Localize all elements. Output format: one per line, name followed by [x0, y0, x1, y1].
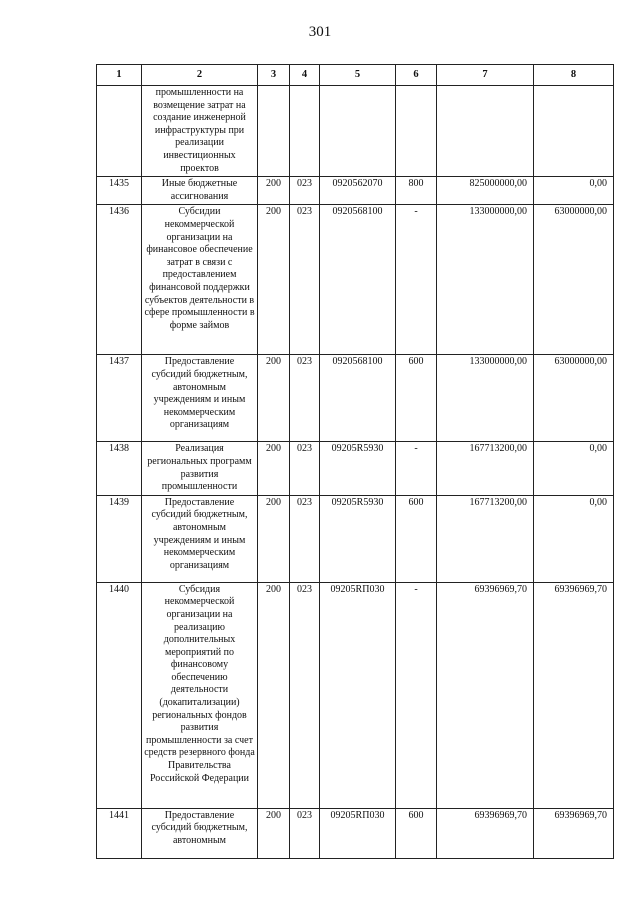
cell-expense-type: -: [396, 442, 437, 495]
cell-target-code: 09205R5930: [320, 495, 396, 582]
column-header: 1: [97, 65, 142, 86]
cell-section: 200: [258, 808, 290, 858]
row-number: 1438: [97, 442, 142, 495]
table-row: [97, 177, 614, 205]
cell-subsection: 023: [290, 582, 320, 808]
cell-section: [258, 86, 290, 177]
cell-amount-2: 69396969,70: [534, 808, 614, 858]
row-description: Субсидии некоммерческой организации на финансовое обеспечение затрат в связи с предоставлением финансовой поддержки субъектов деятельности в сфере промышленности в форме займов: [142, 205, 258, 355]
column-header: 3: [258, 65, 290, 86]
cell-amount-2: [534, 86, 614, 177]
row-number: 1437: [97, 355, 142, 442]
table-header-row: [97, 65, 614, 86]
row-number: 1439: [97, 495, 142, 582]
cell-section: 200: [258, 205, 290, 355]
cell-expense-type: 800: [396, 177, 437, 205]
cell-amount-1: 825000000,00: [437, 177, 534, 205]
cell-amount-1: [437, 86, 534, 177]
cell-expense-type: [396, 86, 437, 177]
cell-subsection: 023: [290, 205, 320, 355]
column-header: 2: [142, 65, 258, 86]
table-row: [97, 205, 614, 355]
column-header: 6: [396, 65, 437, 86]
cell-amount-2: 63000000,00: [534, 205, 614, 355]
cell-target-code: 09205RП030: [320, 582, 396, 808]
page-number: 301: [308, 24, 332, 40]
cell-target-code: [320, 86, 396, 177]
cell-amount-1: 69396969,70: [437, 808, 534, 858]
row-number: 1436: [97, 205, 142, 355]
cell-subsection: 023: [290, 442, 320, 495]
cell-target-code: 0920568100: [320, 355, 396, 442]
cell-amount-2: 0,00: [534, 495, 614, 582]
cell-target-code: 0920568100: [320, 205, 396, 355]
cell-amount-2: 0,00: [534, 177, 614, 205]
row-description: Предоставление субсидий бюджетным, автономным учреждениям и иным некоммерческим организациям: [142, 355, 258, 442]
row-number: 1440: [97, 582, 142, 808]
row-description: Реализация региональных программ развития промышленности: [142, 442, 258, 495]
cell-amount-1: 167713200,00: [437, 495, 534, 582]
cell-expense-type: 600: [396, 808, 437, 858]
cell-expense-type: 600: [396, 355, 437, 442]
cell-expense-type: 600: [396, 495, 437, 582]
cell-section: 200: [258, 442, 290, 495]
cell-expense-type: -: [396, 205, 437, 355]
column-header: 4: [290, 65, 320, 86]
cell-section: 200: [258, 582, 290, 808]
column-header: 8: [534, 65, 614, 86]
cell-target-code: 09205RП030: [320, 808, 396, 858]
row-description: Субсидия некоммерческой организации на реализацию дополнительных мероприятий по финансовому обеспечению деятельности (докапитализации) региональных фондов развития промышленности за счет средств резервного фонда Правительства Российской Федерации: [142, 582, 258, 808]
budget-table: [96, 64, 614, 859]
row-number: 1435: [97, 177, 142, 205]
row-description: промышленности на возмещение затрат на создание инженерной инфраструктуры при реализации инвестиционных проектов: [142, 86, 258, 177]
row-number: 1441: [97, 808, 142, 858]
column-header: 5: [320, 65, 396, 86]
column-header: 7: [437, 65, 534, 86]
cell-subsection: 023: [290, 177, 320, 205]
cell-amount-2: 63000000,00: [534, 355, 614, 442]
row-description: Предоставление субсидий бюджетным, автономным учреждениям и иным некоммерческим организациям: [142, 495, 258, 582]
row-number: [97, 86, 142, 177]
cell-subsection: [290, 86, 320, 177]
row-description: Предоставление субсидий бюджетным, автономным: [142, 808, 258, 858]
cell-amount-1: 167713200,00: [437, 442, 534, 495]
cell-section: 200: [258, 177, 290, 205]
table-row: [97, 442, 614, 495]
table-row: [97, 495, 614, 582]
row-description: Иные бюджетные ассигнования: [142, 177, 258, 205]
table-row: [97, 86, 614, 177]
cell-section: 200: [258, 355, 290, 442]
cell-expense-type: -: [396, 582, 437, 808]
cell-subsection: 023: [290, 808, 320, 858]
cell-subsection: 023: [290, 355, 320, 442]
table-row: [97, 808, 614, 858]
cell-amount-2: 69396969,70: [534, 582, 614, 808]
table-row: [97, 582, 614, 808]
cell-amount-1: 133000000,00: [437, 355, 534, 442]
cell-target-code: 0920562070: [320, 177, 396, 205]
cell-target-code: 09205R5930: [320, 442, 396, 495]
cell-subsection: 023: [290, 495, 320, 582]
cell-amount-1: 133000000,00: [437, 205, 534, 355]
cell-amount-1: 69396969,70: [437, 582, 534, 808]
cell-amount-2: 0,00: [534, 442, 614, 495]
table-row: [97, 355, 614, 442]
cell-section: 200: [258, 495, 290, 582]
